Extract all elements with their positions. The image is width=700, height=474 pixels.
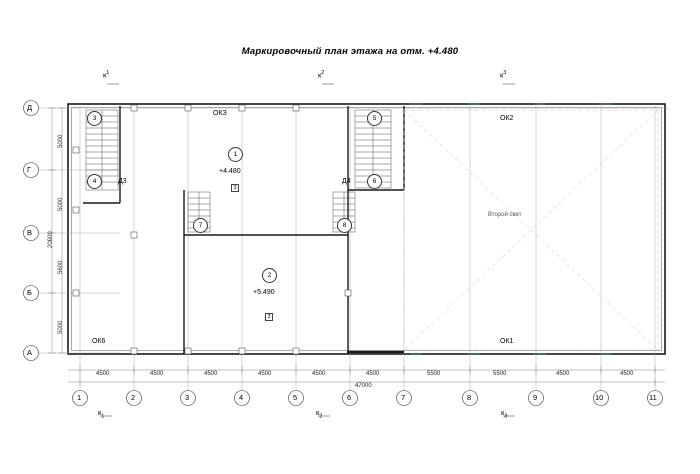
door-label-d4: Д4: [342, 178, 351, 185]
page-title: Маркировочный план этажа на отм. +4.480: [241, 46, 459, 57]
room-elevation-2: +5.490: [253, 289, 275, 296]
axis-label-g: Г: [27, 165, 32, 174]
k-axis-top-3-letter: к: [500, 70, 504, 80]
k-axis-bottom-2: [316, 408, 322, 420]
k-axis-bottom-1: [98, 408, 104, 420]
element-marker-3: 3: [87, 111, 102, 126]
k-axis-top-1-letter: к: [103, 70, 107, 80]
k-axis-bottom-3-letter: к: [501, 408, 505, 417]
dim-left-1: 5000: [58, 134, 64, 148]
axis-label-d: Д: [27, 103, 33, 112]
axis-label-7: 7: [401, 393, 406, 402]
dim-left-total: 20600: [48, 231, 54, 248]
axis-label-9: 9: [533, 393, 538, 402]
window-label-ok1: ОК1: [500, 338, 514, 345]
dim-left-4: 5000: [58, 320, 64, 334]
dim-bottom-4: 4500: [258, 371, 272, 377]
room-number-2: 2: [262, 268, 277, 283]
k-axis-top-1-index: 1: [106, 70, 110, 76]
k-axis-bottom-1-index: 1: [101, 413, 105, 420]
axis-label-6: 6: [347, 393, 352, 402]
element-marker-5: 5: [367, 111, 382, 126]
axis-label-4: 4: [239, 393, 244, 402]
k-axis-bottom-1-letter: к: [98, 408, 102, 417]
k-axis-bottom-3: [501, 408, 507, 420]
axis-label-b: Б: [27, 288, 32, 297]
axis-label-3: 3: [185, 393, 190, 402]
dim-left-2: 5000: [58, 197, 64, 211]
window-label-ok2: ОК2: [500, 115, 514, 122]
element-marker-7: 7: [193, 218, 208, 233]
room-tag-1: 3: [231, 184, 239, 192]
door-label-d3: Д3: [118, 178, 127, 185]
annotation-second-light: Второй свет: [488, 212, 522, 218]
k-axis-top-2: [318, 70, 324, 80]
k-axis-top-2-index: 2: [321, 70, 325, 76]
k-axis-bottom-2-letter: к: [316, 408, 320, 417]
window-label-ok3: ОКЗ: [213, 110, 227, 117]
window-label-ok6: ОК6: [92, 338, 106, 345]
k-axis-top-3: [500, 70, 506, 80]
axis-label-v: В: [27, 228, 33, 237]
axis-label-5: 5: [293, 393, 298, 402]
k-axis-bottom-3-index: 3: [504, 413, 508, 420]
axis-label-a: А: [27, 348, 33, 357]
dim-bottom-8: 5500: [493, 371, 507, 377]
room-elevation-1: +4.480: [219, 168, 241, 175]
k-axis-top-3-index: 3: [503, 70, 507, 76]
dim-bottom-total: 47000: [355, 383, 372, 389]
dim-bottom-2: 4500: [150, 371, 164, 377]
axis-label-8: 8: [467, 393, 472, 402]
dim-bottom-3: 4500: [204, 371, 218, 377]
axis-label-2: 2: [131, 393, 136, 402]
room-number-1: 1: [228, 147, 243, 162]
axis-label-1: 1: [77, 393, 82, 402]
dim-left-3: 5600: [58, 260, 64, 274]
room-tag-2: 3: [265, 313, 273, 321]
dim-bottom-6: 4500: [366, 371, 380, 377]
k-axis-top-2-letter: к: [318, 70, 322, 80]
element-marker-8: 8: [337, 218, 352, 233]
dim-bottom-10: 4500: [620, 371, 634, 377]
element-marker-6: 6: [367, 174, 382, 189]
dim-bottom-7: 5500: [427, 371, 441, 377]
axis-label-10: 10: [595, 393, 604, 402]
k-axis-bottom-2-index: 2: [319, 413, 323, 420]
axis-label-11: 11: [649, 393, 657, 402]
dim-bottom-9: 4500: [556, 371, 570, 377]
element-marker-4: 4: [87, 174, 102, 189]
dim-bottom-5: 4500: [312, 371, 326, 377]
k-axis-top-1: [103, 70, 109, 80]
dim-bottom-1: 4500: [96, 371, 110, 377]
